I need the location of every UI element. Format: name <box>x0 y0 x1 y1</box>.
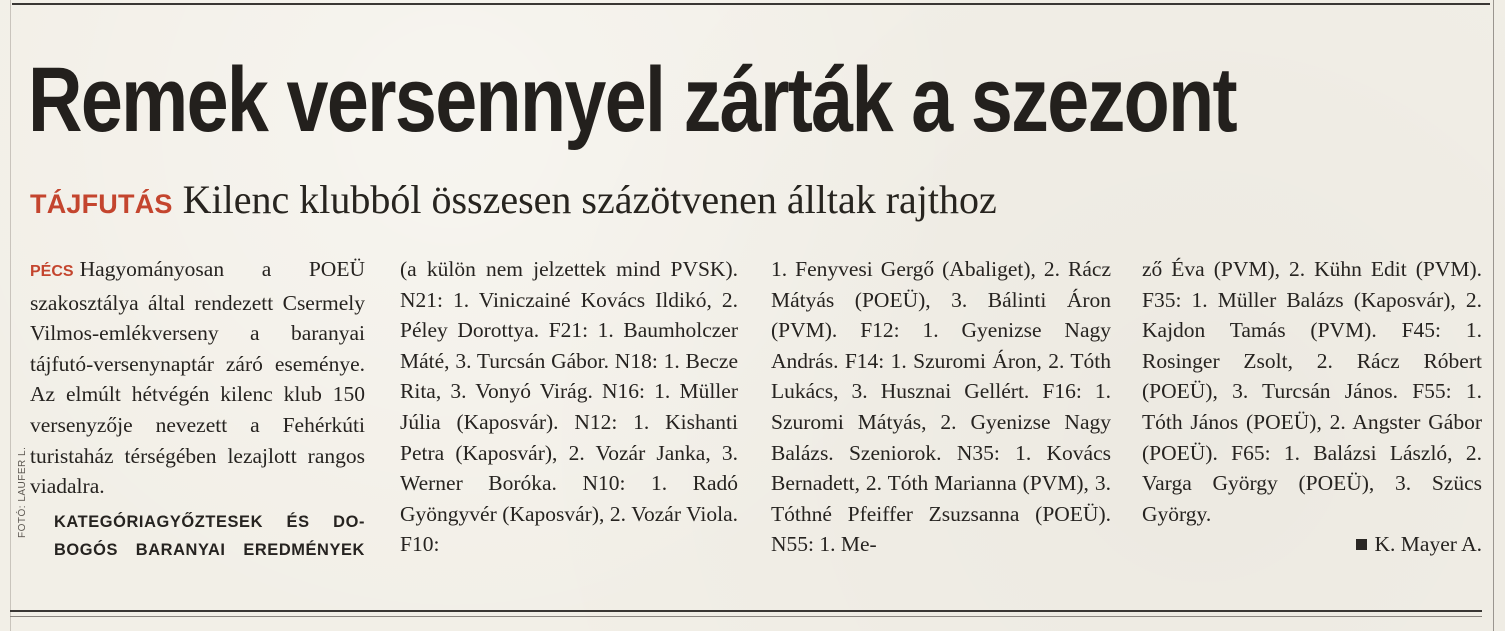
left-edge-line <box>10 0 11 631</box>
top-rule <box>12 3 1490 5</box>
photo-credit: FOTÓ: LAUFER L. <box>17 446 28 538</box>
column-4 <box>1142 254 1482 560</box>
byline-square-icon <box>1356 539 1367 550</box>
results-subheading-line-1: KATEGÓRIAGYŐZTESEK ÉS DO- <box>54 512 365 531</box>
subheadline: Kilenc klubból összesen százötvenen álltak rajthoz <box>182 177 997 222</box>
section-kicker: TÁJFUTÁS <box>30 189 173 219</box>
results-subheading-line-2: BOGÓS BARANYAI EREDMÉNYEK <box>54 540 365 559</box>
right-edge-line <box>1493 0 1494 631</box>
results-text-part-1: (a külön nem jelzettek mind PVSK). N21: 1. Viniczainé Kovács Ildikó, 2. Péley Dorottya. F21: 1. Baumholczer Máté, 3. Turcsán Gábor. N18: 1. Becze Rita, 3. Vonyó Virág. N16: 1. Müller Júlia (Kaposvár). N12: 1. Kishanti Petra (Kaposvár), 2. Vozár Janka, 3. Werner Boróka. N10: 1. Radó Gyöngyvér (Kaposvár), 2. Vozár Viola. F10: <box>400 257 738 557</box>
bottom-rule <box>10 610 1482 612</box>
column-2 <box>400 254 738 560</box>
headline: Remek versennyel zárták a szezont <box>28 49 1237 151</box>
byline <box>1142 529 1482 560</box>
column-3 <box>771 254 1111 560</box>
bottom-rule-thin <box>10 616 1482 617</box>
subheadline-row <box>30 176 1170 232</box>
byline-author: K. Mayer A. <box>1374 532 1482 557</box>
lead-paragraph <box>30 254 365 502</box>
lead-text: Hagyományosan a POEÜ szakosztálya által rendezett Csermely Vilmos-emlékverseny a baranyai tájfutó-versenynaptár záró eseménye. Az elmúlt hétvégén kilenc klub 150 versenyzője nevezett a Fehérkúti turistaház térségében lezajlott rangos viadalra. <box>30 257 365 499</box>
dateline: PÉCS <box>30 263 74 280</box>
column-1 <box>30 254 365 564</box>
results-subheading <box>30 508 365 564</box>
results-text-part-2: 1. Fenyvesi Gergő (Abaliget), 2. Rácz Mátyás (POEÜ), 3. Bálinti Áron (PVM). F12: 1. Gyenizse Nagy András. F14: 1. Szuromi Áron, 2. Tóth Lukács, 3. Husznai Gellért. F16: 1. Szuromi Mátyás, 2. Gyenizse Nagy Balázs. Szeniorok. N35: 1. Kovács Bernadett, 2. Tóth Marianna (PVM), 3. Tóthné Pfeiffer Zsuzsanna (POEÜ). N55: 1. Me- <box>771 257 1111 557</box>
results-text-part-3: ző Éva (PVM), 2. Kühn Edit (PVM). F35: 1. Müller Balázs (Kaposvár), 2. Kajdon Tamás (PVM). F45: 1. Rosinger Zsolt, 2. Rácz Róbert (POEÜ), 3. Turcsán János. F55: 1. Tóth János (POEÜ), 2. Angster Gábor (POEÜ). F65: 1. Balázsi László, 2. Varga György (POEÜ), 3. Szücs György. <box>1142 257 1482 526</box>
